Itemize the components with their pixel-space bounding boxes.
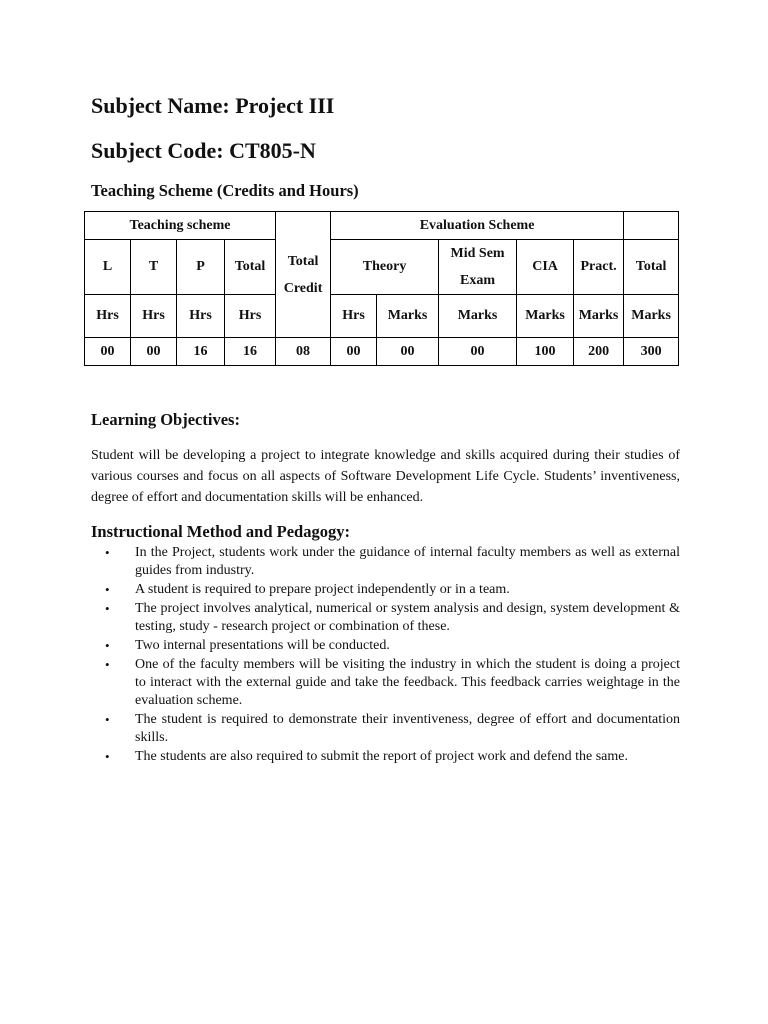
list-item [91,748,680,766]
bullet-icon: • [105,749,110,764]
unit-cell: Hrs [85,295,131,338]
col-header-eval-total: Total [624,240,679,295]
table-row [85,295,679,338]
teaching-scheme-header: Teaching scheme [85,212,276,240]
value-cell: 00 [331,338,377,366]
value-cell: 300 [624,338,679,366]
col-header-p: P [177,240,225,295]
midsem-line1: Mid Sem [450,246,505,261]
list-item-text: One of the faculty members will be visiting the industry in which the student is doing a project to interact with the external guide and take the feedback. This feedback carries weightage in the evaluation scheme. [135,657,680,708]
list-item-text: Two internal presentations will be conducted. [135,638,390,653]
midsem-line2: Exam [460,273,496,288]
list-item [91,544,680,580]
unit-cell: Hrs [225,295,276,338]
list-item-text: The students are also required to submit the report of project work and defend the same. [135,749,628,764]
value-cell: 00 [377,338,439,366]
total-credit-header [276,212,331,338]
col-header-t: T [131,240,177,295]
value-cell: 00 [439,338,517,366]
unit-cell: Hrs [131,295,177,338]
subject-name-heading: Subject Name: Project III [91,93,335,118]
unit-cell: Hrs [331,295,377,338]
list-item [91,600,680,636]
bullet-icon: • [105,601,110,616]
col-header-theory: Theory [331,240,439,295]
table-row [85,212,679,240]
value-cell: 00 [85,338,131,366]
learning-objectives-heading: Learning Objectives: [91,410,240,429]
total-credit-line2: Credit [283,280,323,296]
instructional-method-heading: Instructional Method and Pedagogy: [91,522,350,541]
total-credit-line1: Total [287,253,319,269]
value-cell: 16 [177,338,225,366]
list-item-text: In the Project, students work under the guidance of internal faculty members as well as external guides from industry. [135,545,680,578]
col-header-l: L [85,240,131,295]
value-cell: 00 [131,338,177,366]
learning-objectives-body: Student will be developing a project to integrate knowledge and skills acquired during their studies of various courses and focus on all aspects of Software Development Life Cycle. Students’ inventiveness, degree of effort and documentation skills will be enhanced. [91,448,680,505]
col-header-midsem [439,240,517,295]
list-item [91,711,680,747]
teaching-scheme-heading: Teaching Scheme (Credits and Hours) [91,181,359,200]
col-header-total: Total [225,240,276,295]
list-item-text: The project involves analytical, numerical or system analysis and design, system development & testing, study - research project or combination of these. [135,601,680,634]
list-item-text: A student is required to prepare project independently or in a team. [135,582,510,597]
unit-cell: Marks [439,295,517,338]
table-row [85,338,679,366]
list-item [91,637,680,655]
value-cell: 200 [574,338,624,366]
evaluation-scheme-header: Evaluation Scheme [331,212,624,240]
bullet-icon: • [105,712,110,727]
value-cell: 16 [225,338,276,366]
unit-cell: Marks [624,295,679,338]
bullet-icon: • [105,657,110,672]
pedagogy-list [91,544,680,767]
value-cell: 08 [276,338,331,366]
bullet-icon: • [105,545,110,560]
unit-cell: Marks [574,295,624,338]
bullet-icon: • [105,638,110,653]
col-header-cia: CIA [517,240,574,295]
unit-cell: Marks [517,295,574,338]
unit-cell: Marks [377,295,439,338]
teaching-scheme-table [84,211,679,366]
list-item [91,656,680,710]
subject-code-heading: Subject Code: CT805-N [91,138,316,163]
bullet-icon: • [105,582,110,597]
unit-cell: Hrs [177,295,225,338]
list-item [91,581,680,599]
col-header-pract: Pract. [574,240,624,295]
table-row [85,240,679,295]
empty-header-cell [624,212,679,240]
value-cell: 100 [517,338,574,366]
list-item-text: The student is required to demonstrate their inventiveness, degree of effort and documentation skills. [135,712,680,745]
